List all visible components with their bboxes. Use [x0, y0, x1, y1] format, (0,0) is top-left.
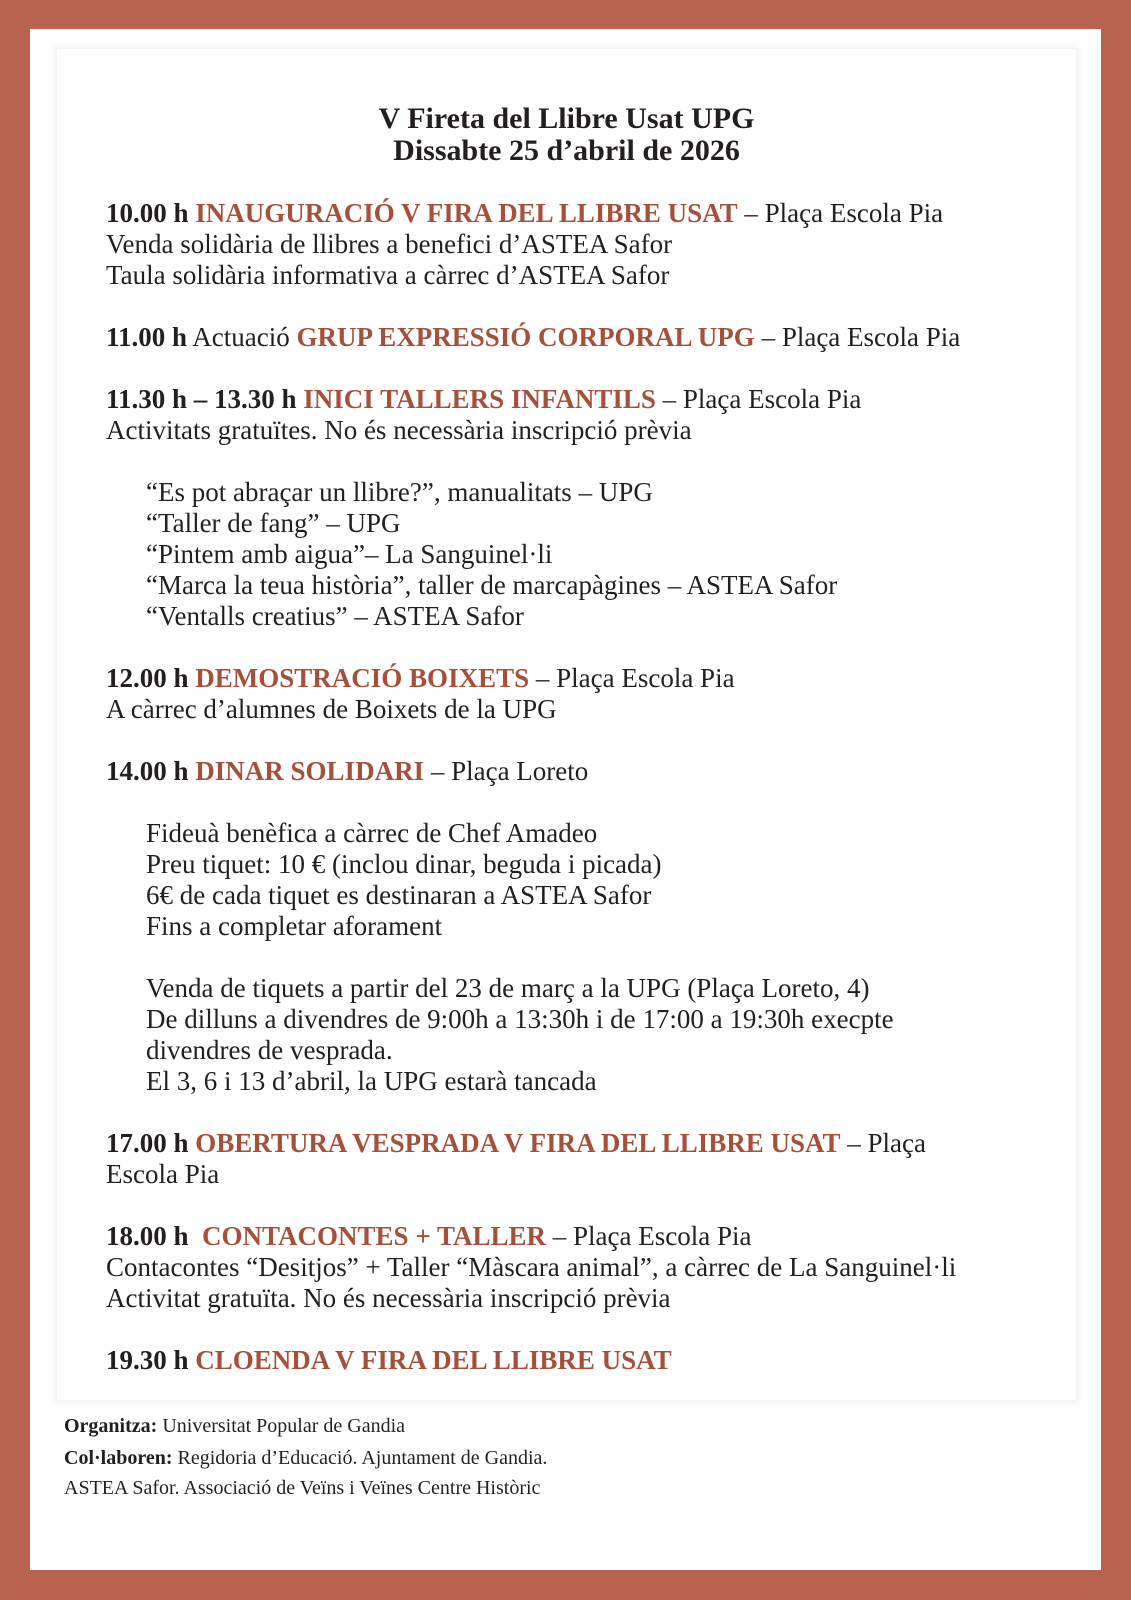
- event-time: 10.00 h: [106, 198, 189, 228]
- event-detail: Activitats gratuïtes. No és necessària inscripció prèvia: [106, 415, 692, 445]
- event-cloenda: [106, 1345, 672, 1376]
- workshop-item: “Es pot abraçar un llibre?”, manualitats – UPG: [146, 477, 653, 507]
- event-expressio-corporal: [106, 322, 960, 353]
- event-title: DINAR SOLIDARI: [195, 756, 425, 786]
- workshop-item: “Taller de fang” – UPG: [146, 508, 401, 538]
- dinar-detail: 6€ de cada tiquet es destinaran a ASTEA Safor: [146, 880, 652, 910]
- workshop-item: “Marca la teua història”, taller de marcapàgines – ASTEA Safor: [146, 570, 838, 600]
- event-title: CLOENDA V FIRA DEL LLIBRE USAT: [195, 1345, 672, 1375]
- event-place: – Plaça Escola Pia: [655, 384, 862, 414]
- poster-date: Dissabte 25 d’abril de 2026: [393, 134, 740, 167]
- poster-title: V Fireta del Llibre Usat UPG: [378, 102, 755, 135]
- event-time: 11.00 h: [106, 322, 188, 352]
- event-detail: Venda solidària de llibres a benefici d’ASTEA Safor: [106, 229, 673, 259]
- event-dinar-solidari: [106, 756, 588, 787]
- footer-value: Universitat Popular de Gandia: [157, 1415, 406, 1437]
- footer-collaborators-continued: ASTEA Safor. Associació de Veïns i Veïnes Centre Històric: [64, 1477, 541, 1499]
- event-place: – Plaça: [840, 1128, 926, 1158]
- event-place: – Plaça Escola Pia: [737, 198, 944, 228]
- poster-page: [30, 29, 1101, 1570]
- event-time: 11.30 h – 13.30 h: [106, 384, 297, 414]
- event-detail: Activitat gratuïta. No és necessària inscripció prèvia: [106, 1283, 671, 1313]
- program-panel: [56, 48, 1077, 1401]
- event-time: 19.30 h: [106, 1345, 189, 1375]
- ticket-sales-detail: El 3, 6 i 13 d’abril, la UPG estarà tancada: [146, 1066, 597, 1096]
- dinar-detail: Fideuà benèfica a càrrec de Chef Amadeo: [146, 818, 598, 848]
- event-prefix: Actuació: [187, 322, 297, 352]
- event-title: INAUGURACIÓ V FIRA DEL LLIBRE USAT: [195, 198, 738, 228]
- event-time: 14.00 h: [106, 756, 189, 786]
- event-title: INICI TALLERS INFANTILS: [303, 384, 656, 414]
- event-detail: A càrrec d’alumnes de Boixets de la UPG: [106, 694, 557, 724]
- event-detail: Contacontes “Desitjos” + Taller “Màscara animal”, a càrrec de La Sanguinel·li: [106, 1252, 957, 1282]
- footer-organizer: [64, 1414, 405, 1438]
- dinar-detail: Fins a completar aforament: [146, 911, 443, 941]
- event-time: 18.00 h: [106, 1221, 189, 1251]
- event-place: – Plaça Escola Pia: [529, 663, 735, 693]
- event-contacontes: [106, 1221, 751, 1252]
- event-boixets: [106, 663, 735, 694]
- ticket-sales-detail: De dilluns a divendres de 9:00h a 13:30h i de 17:00 a 19:30h execpte: [146, 1004, 894, 1034]
- event-title: GRUP EXPRESSIÓ CORPORAL UPG: [296, 322, 755, 352]
- event-title: CONTACONTES + TALLER: [202, 1221, 546, 1251]
- event-time: 17.00 h: [106, 1128, 189, 1158]
- event-place-continued: Escola Pia: [106, 1159, 220, 1189]
- workshop-item: “Ventalls creatius” – ASTEA Safor: [146, 601, 524, 631]
- footer-label: Organitza:: [64, 1415, 158, 1437]
- ticket-sales-detail: Venda de tiquets a partir del 23 de març a la UPG (Plaça Loreto, 4): [146, 973, 870, 1003]
- footer-collaborators: [64, 1446, 547, 1470]
- footer-label: Col·laboren:: [64, 1447, 173, 1469]
- event-inauguracio: [106, 198, 943, 229]
- event-place: – Plaça Escola Pia: [754, 322, 961, 352]
- event-obertura-vesprada: [106, 1128, 926, 1159]
- event-title: DEMOSTRACIÓ BOIXETS: [195, 663, 530, 693]
- event-time: 12.00 h: [106, 663, 189, 693]
- event-place: – Plaça Loreto: [424, 756, 589, 786]
- footer-value: Regidoria d’Educació. Ajuntament de Gandia.: [172, 1447, 548, 1469]
- ticket-sales-detail: divendres de vesprada.: [146, 1035, 393, 1065]
- event-tallers-infantils: [106, 384, 861, 415]
- event-place: – Plaça Escola Pia: [546, 1221, 752, 1251]
- event-title: OBERTURA VESPRADA V FIRA DEL LLIBRE USAT: [195, 1128, 841, 1158]
- dinar-detail: Preu tiquet: 10 € (inclou dinar, beguda i picada): [146, 849, 662, 879]
- event-detail: Taula solidària informativa a càrrec d’ASTEA Safor: [106, 260, 670, 290]
- workshop-item: “Pintem amb aigua”– La Sanguinel·li: [146, 539, 553, 569]
